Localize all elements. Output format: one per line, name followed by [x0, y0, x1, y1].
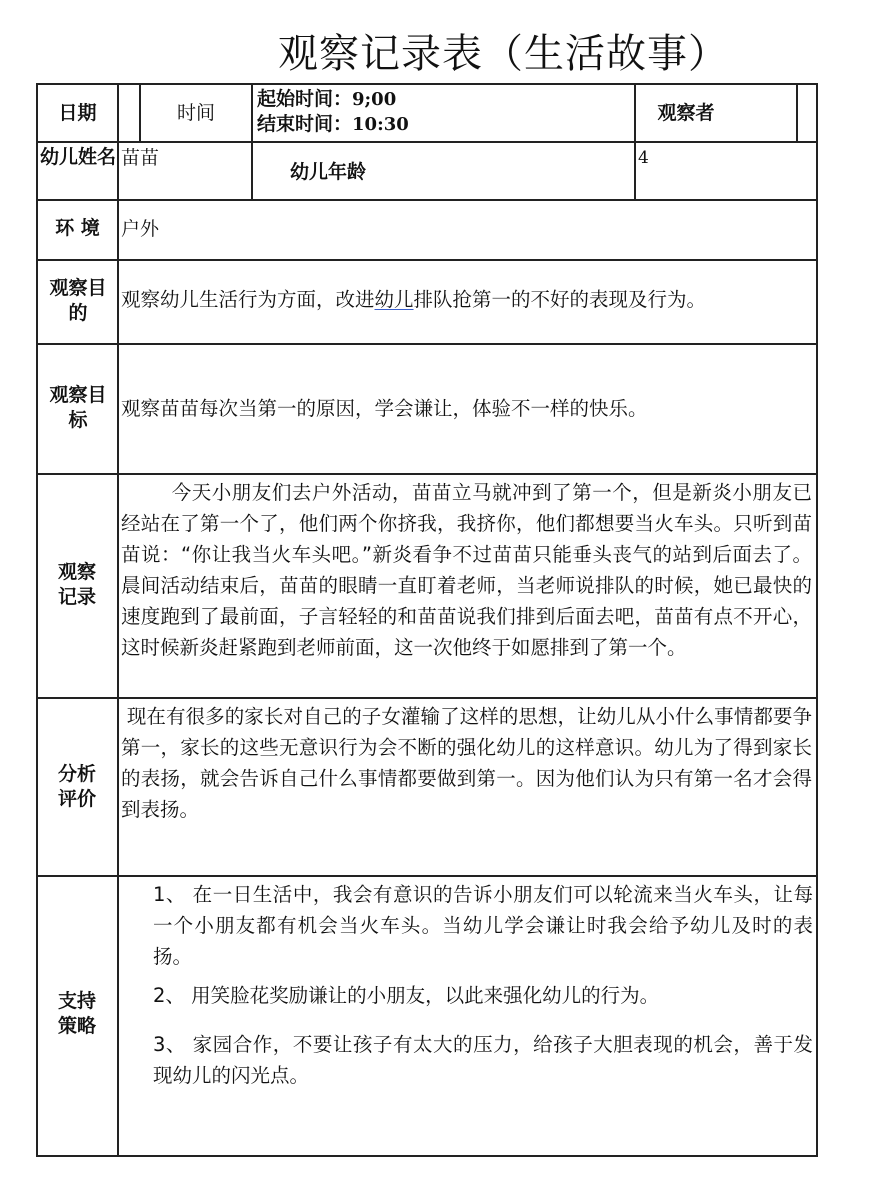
end-time-value: 10:30 [352, 114, 409, 135]
environment-value: 户外 [121, 218, 160, 240]
strategy-label: 支持策略 [57, 990, 96, 1037]
time-range [257, 87, 627, 137]
observation-form [36, 83, 818, 1157]
start-time-line [257, 87, 627, 112]
row-divider [38, 697, 816, 699]
strategy-item: 1、 在一日生活中，我会有意识的告诉小朋友们可以轮流来当火车头，让每一个小朋友都有机会当火车头。当幼儿学会谦让时我会给予幼儿及时的表扬。 [153, 883, 813, 968]
child-age-value: 4 [638, 148, 649, 168]
strategy-item: 2、 用笑脸花奖励谦让的小朋友，以此来强化幼儿的行为。 [153, 984, 660, 1007]
goal-label: 观察目标 [49, 384, 107, 431]
row-divider [38, 343, 816, 345]
purpose-text-end: 排队抢第一的不好的表现及行为。 [413, 288, 707, 311]
analysis-value: 现在有很多的家长对自己的子女灌输了这样的思想，让幼儿从小什么事情都要争第一，家长的这些无意识行为会不断的强化幼儿的这样意识。幼儿为了得到家长的表扬，就会告诉自己什么事情都要做到第一。因为他们认为只有第一名才会得到表扬。 [121, 705, 812, 821]
col-divider [117, 85, 119, 1155]
page-title: 观察记录表（生活故事） [278, 31, 729, 77]
end-time-line [257, 112, 627, 137]
child-name-label: 幼儿姓名 [40, 146, 117, 168]
time-label: 时间 [176, 102, 215, 124]
record-value: 今天小朋友们去户外活动，苗苗立马就冲到了第一个，但是新炎小朋友已经站在了第一个了，他们两个你挤我，我挤你，他们都想要当火车头。只听到苗苗说：“你让我当火车头吧。”新炎看争不过苗苗只能垂头丧气的站到后面去了。晨间活动结束后，苗苗的眼睛一直盯着老师，当老师说排队的时候，她已最快的速度跑到了最前面，子言轻轻的和苗苗说我们排到后面去吧，苗苗有点不开心，这时候新炎赶紧跑到老师前面，这一次他终于如愿排到了第一个。 [121, 481, 812, 659]
child-age-label: 幼儿年龄 [290, 161, 367, 183]
observer-label: 观察者 [657, 102, 715, 124]
row-divider [38, 199, 816, 201]
goal-value: 观察苗苗每次当第一的原因，学会谦让，体验不一样的快乐。 [121, 397, 648, 420]
row-divider [38, 473, 816, 475]
purpose-text-start: 观察幼儿生活行为方面，改进 [121, 288, 375, 311]
start-time-label: 起始时间： [257, 88, 353, 110]
record-label: 观察记录 [57, 561, 96, 608]
start-time-value: 9;00 [352, 89, 397, 110]
end-time-label: 结束时间： [257, 113, 353, 135]
row-divider [38, 259, 816, 261]
environment-label: 环 境 [55, 217, 100, 239]
date-label: 日期 [58, 102, 97, 124]
row-divider [38, 141, 816, 143]
child-name-value: 苗苗 [121, 147, 160, 169]
col-divider [796, 85, 798, 141]
purpose-value [121, 287, 811, 313]
col-divider [251, 85, 253, 199]
purpose-text-underlined: 幼儿 [374, 288, 414, 311]
row-divider [38, 875, 816, 877]
analysis-label: 分析评价 [57, 763, 96, 810]
purpose-label: 观察目的 [49, 277, 107, 324]
strategy-item: 3、 家园合作，不要让孩子有太大的压力，给孩子大胆表现的机会，善于发现幼儿的闪光点。 [153, 1033, 813, 1087]
